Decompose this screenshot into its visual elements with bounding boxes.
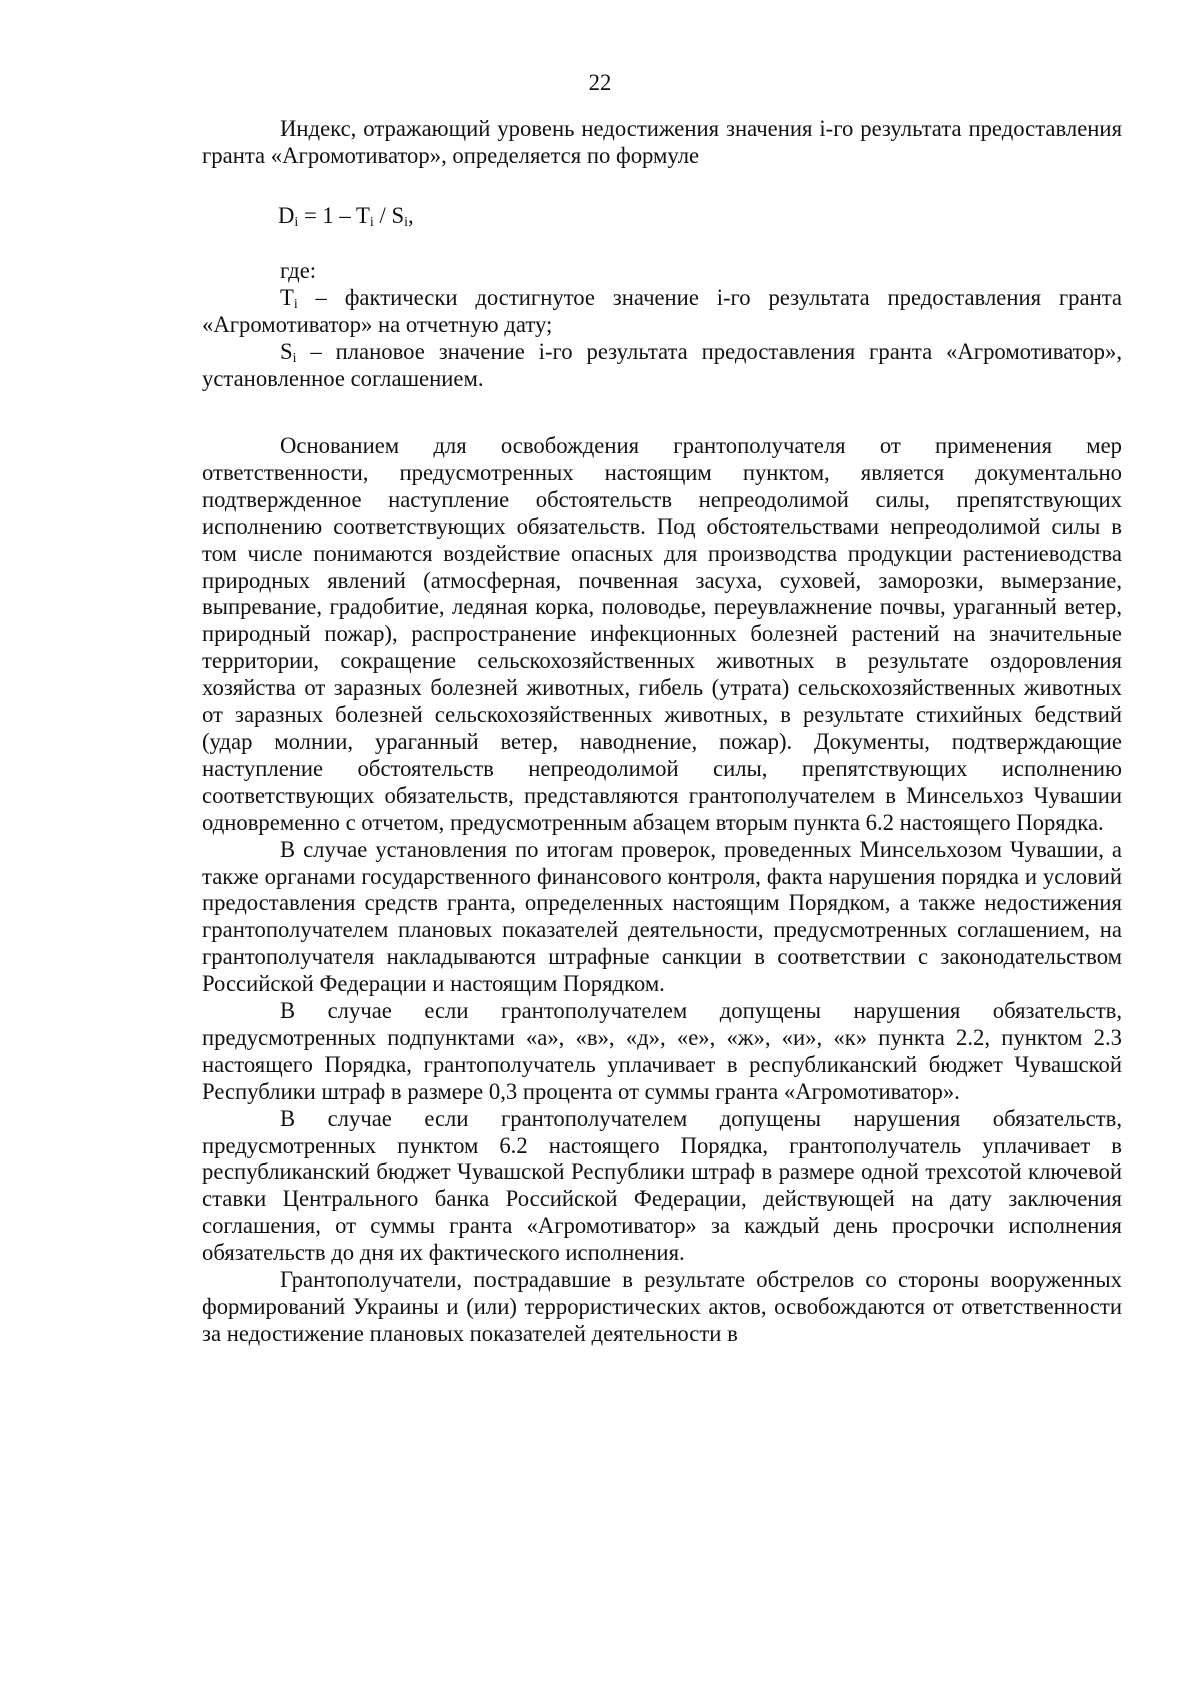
paragraph-fine-daily: В случае если грантополучателем допущены нарушения обязательств, предусмотренных пунктом 6.2 настоящего Порядка, грантополучатель уплачивает в республиканский бюджет Чувашской Республики штраф в размере одной трехсотой ключевой ставки Центрального банка Российской Федерации, действующей на дату заключения соглашения, от суммы гранта «Агромотиватор» за каждый день просрочки исполнения обязательств до дня их фактического исполнения. — [202, 1105, 1122, 1266]
definition-s-symbol: S — [280, 338, 293, 364]
definitions-section — [202, 258, 1122, 393]
intro-section — [202, 116, 1122, 170]
definition-t — [202, 285, 1122, 339]
formula — [278, 203, 1198, 230]
definition-s-text: – плановое значение i-го результата предоставления гранта «Агромотиватор», установленное соглашением. — [202, 338, 1122, 391]
paragraph-fine-percent: В случае если грантополучателем допущены нарушения обязательств, предусмотренных подпунктами «а», «в», «д», «е», «ж», «и», «к» пункта 2.2, пунктом 2.3 настоящего Порядка, грантополучатель уплачивает в республиканский бюджет Чувашской Республики штраф в размере 0,3 процента от суммы гранта «Агромотиватор». — [202, 998, 1122, 1104]
intro-paragraph: Индекс, отражающий уровень недостижения значения i-го результата предоставления гранта «Агромотиватор», определяется по формуле — [202, 116, 1122, 168]
definition-t-subscript: i — [293, 296, 298, 312]
formula-end: , — [407, 203, 414, 228]
main-body — [202, 433, 1122, 1348]
formula-t-subscript: i — [369, 215, 374, 230]
formula-s-subscript: i — [404, 215, 408, 230]
formula-divisor: / S — [373, 203, 405, 228]
formula-minus-term: = 1 – T — [298, 203, 370, 228]
formula-lhs-subscript: i — [294, 215, 299, 230]
definition-t-text: – фактически достигнутое значение i-го результата предоставления гранта «Агромотиватор» на отчетную дату; — [202, 284, 1122, 337]
where-label: где: — [280, 258, 317, 283]
paragraph-exemption: Грантополучатели, пострадавшие в результате обстрелов со стороны вооруженных формирований Украины и (или) террористических актов, освобождаются от ответственности за недостижение плановых показателей деятельности в — [202, 1267, 1122, 1346]
definition-t-symbol: T — [280, 284, 294, 310]
paragraph-penalties: В случае установления по итогам проверок, проведенных Минсельхозом Чувашии, а также органами государственного финансового контроля, факта нарушения порядка и условий предоставления средств гранта, определенных настоящим Порядком, а также недостижения грантополучателем плановых показателей деятельности, предусмотренных соглашением, на грантополучателя накладываются штрафные санкции в соответствии с законодательством Российской Федерации и настоящим Порядком. — [202, 836, 1122, 997]
definition-s-subscript: i — [292, 350, 297, 366]
formula-lhs: D — [278, 203, 295, 228]
paragraph-force-majeure: Основанием для освобождения грантополучателя от применения мер ответственности, предусмотренных настоящим пунктом, является документально подтвержденное наступление обстоятельств непреодолимой силы, препятствующих исполнению соответствующих обязательств. Под обстоятельствами непреодолимой силы в том числе понимаются воздействие опасных для производства продукции растениеводства природных явлений (атмосферная, почвенная засуха, суховей, заморозки, вымерзание, выпревание, градобитие, ледяная корка, половодье, переувлажнение почвы, ураганный ветер, природный пожар), распространение инфекционных болезней растений на значительные территории, сокращение сельскохозяйственных животных в результате оздоровления хозяйства от заразных болезней животных, гибель (утрата) сельскохозяйственных животных от заразных болезней сельскохозяйственных животных, в результате стихийных бедствий (удар молнии, ураганный ветер, наводнение, пожар). Документы, подтверждающие наступление обстоятельств непреодолимой силы, препятствующих исполнению соответствующих обязательств, представляются грантополучателем в Минсельхоз Чувашии одновременно с отчетом, предусмотренным абзацем вторым пункта 6.2 настоящего Порядка. — [202, 433, 1122, 835]
page-number: 22 — [588, 70, 612, 95]
definition-s — [202, 339, 1122, 393]
